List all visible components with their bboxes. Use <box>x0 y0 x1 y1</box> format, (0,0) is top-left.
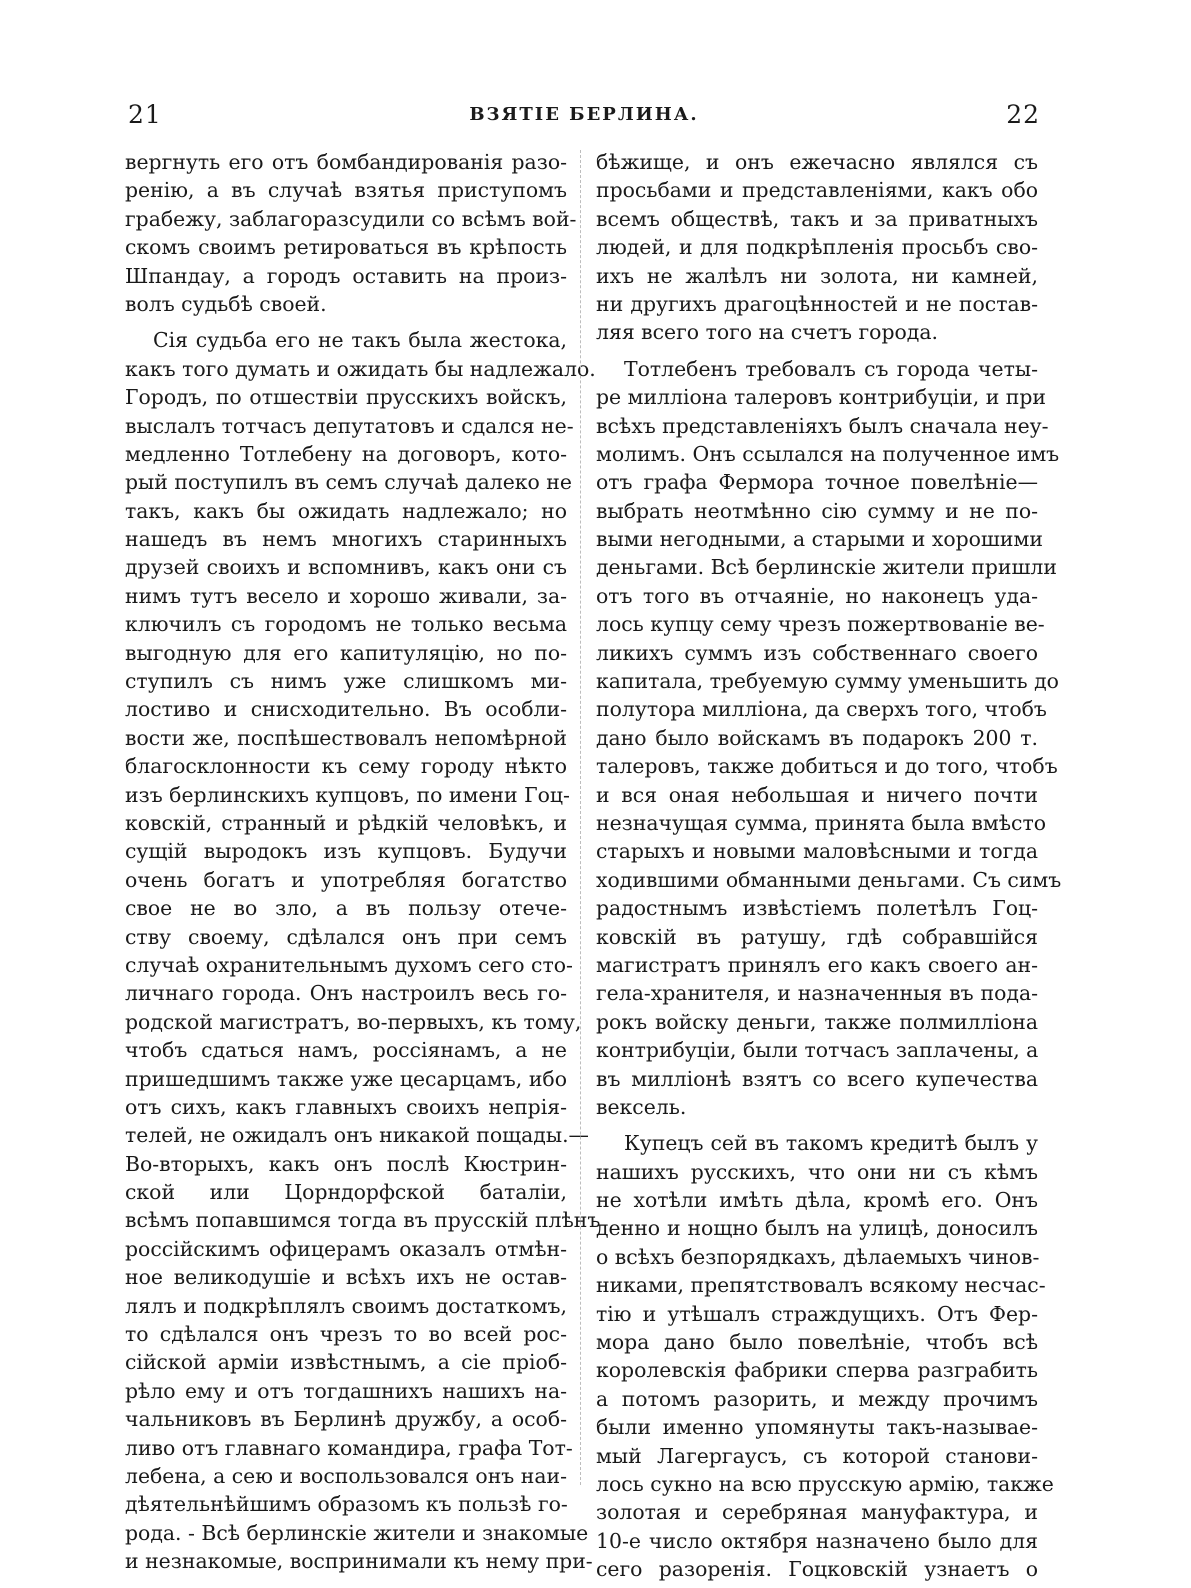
text-line: Городъ, по отшествіи прусскихъ войскъ, <box>125 385 567 410</box>
text-line: Сія судьба его не такъ была жестока, <box>153 328 567 353</box>
text-line: не хотѣли имѣть дѣла, кромѣ его. Онъ <box>596 1188 1038 1213</box>
text-line: друзей своихъ и вспомнивъ, какъ они съ <box>125 555 567 580</box>
text-line: выслалъ тотчасъ депутатовъ и сдался не- <box>125 413 574 438</box>
text-line: то сдѣлался онъ чрезъ то во всей рос- <box>125 1322 567 1347</box>
text-line: капитала, требуемую сумму уменьшить до <box>596 669 1059 694</box>
text-line: чтобъ сдаться намъ, россіянамъ, а не <box>125 1038 567 1063</box>
text-line: просьбами и представленіями, какъ обо <box>596 178 1038 203</box>
text-line: ключилъ съ городомъ не только весьма <box>125 612 567 637</box>
text-line: нимъ тутъ весело и хорошо живали, за- <box>125 583 567 608</box>
text-line: тію и утѣшалъ страждущихъ. Отъ Фер- <box>596 1301 1038 1326</box>
text-line: ковскій въ ратушу, гдѣ собравшійся <box>596 924 1038 949</box>
text-line: выми негодными, а старыми и хорошими <box>596 527 1043 552</box>
text-line: ляя всего того на счетъ города. <box>596 320 938 345</box>
text-line: выгодную для его капитуляцію, но по- <box>125 640 567 665</box>
text-line: ковскій, странный и рѣдкій человѣкъ, и <box>125 810 567 835</box>
text-line: ской или Цорндорфской баталіи, <box>125 1180 567 1205</box>
text-line: ре милліона талеровъ контрибуціи, и при <box>596 385 1047 410</box>
text-line: очень богатъ и употребляя богатство <box>125 867 567 892</box>
paragraph-gap <box>125 318 567 326</box>
text-line: въ милліонѣ взятъ со всего купечества <box>596 1066 1038 1091</box>
text-line: отъ того въ отчаяніе, но наконецъ уда- <box>596 583 1038 608</box>
text-line: мора дано было повелѣніе, чтобъ всѣ <box>596 1330 1038 1355</box>
text-line: никами, препятствовалъ всякому несчас- <box>596 1273 1046 1298</box>
text-line: гела-хранителя, и назначенныя въ пода- <box>596 981 1038 1006</box>
text-line: ступилъ съ нимъ уже слишкомъ ми- <box>125 669 567 694</box>
text-line: лялъ и подкрѣплялъ своимъ достаткомъ, <box>125 1293 568 1318</box>
text-line: ликихъ суммъ изъ собственнаго своего <box>596 640 1038 665</box>
text-line: полутора милліона, да сверхъ того, чтобъ <box>596 697 1047 722</box>
text-line: благосклонности къ сему городу нѣкто <box>125 754 567 779</box>
text-line: Шпандау, а городъ оставить на произ- <box>125 263 567 288</box>
text-line: всѣмъ попавшимся тогда въ прусскій плѣнъ <box>125 1208 601 1233</box>
text-line: дѣятельнѣйшимъ образомъ къ пользѣ го- <box>125 1492 568 1517</box>
text-column-left <box>125 148 601 1576</box>
text-line: вости же, поспѣшествовалъ непомѣрной <box>125 725 567 750</box>
text-line: какъ того думать и ожидать бы надлежало. <box>125 356 596 381</box>
text-line: рѣло ему и отъ тогдашнихъ нашихъ на- <box>125 1378 567 1403</box>
text-line: рода. - Всѣ берлинскіе жители и знакомые <box>125 1520 589 1545</box>
text-line: нашихъ русскихъ, что они ни съ кѣмъ <box>596 1159 1038 1184</box>
text-line: выбрать неотмѣнно сію сумму и не по- <box>596 498 1038 523</box>
text-line: личнаго города. Онъ настроилъ весь го- <box>125 981 567 1006</box>
text-line: людей, и для подкрѣпленія просьбъ сво- <box>596 235 1038 260</box>
text-line: были именно упомянуты такъ-называе- <box>596 1415 1038 1440</box>
text-line: ихъ не жалѣлъ ни золота, ни камней, <box>596 263 1038 288</box>
running-title: ВЗЯТІЕ БЕРЛИНА. <box>469 104 699 125</box>
text-line: а потомъ разорить, и между прочимъ <box>596 1386 1038 1411</box>
text-line: изъ берлинскихъ купцовъ, по имени Гоц- <box>125 782 570 807</box>
text-line: рокъ войску деньги, также полмилліона <box>596 1009 1038 1034</box>
text-line: рый поступилъ въ семъ случаѣ далеко не <box>125 470 572 495</box>
text-line: Тотлебенъ требовалъ съ города четы- <box>624 356 1038 381</box>
text-line: контрибуціи, были тотчасъ заплачены, а <box>596 1038 1039 1063</box>
text-line: 10-е число октября назначено было для <box>596 1528 1038 1553</box>
text-line: ству своему, сдѣлался онъ при семъ <box>125 924 567 949</box>
text-line: нашедъ въ немъ многихъ старинныхъ <box>125 527 567 552</box>
text-line: королевскія фабрики сперва разграбить <box>596 1358 1038 1383</box>
text-line: старыхъ и новыми маловѣсными и тогда <box>596 839 1038 864</box>
text-line: деньгами. Всѣ берлинскіе жители пришли <box>596 555 1057 580</box>
text-line: молимъ. Онъ ссылался на полученное имъ <box>596 441 1060 466</box>
text-line: денно и нощно былъ на улицѣ, доносилъ <box>596 1216 1038 1241</box>
text-line: скомъ своимъ ретироваться въ крѣпость <box>125 235 567 260</box>
text-line: лось сукно на всю прусскую армію, также <box>596 1471 1054 1496</box>
text-line: Во-вторыхъ, какъ онъ послѣ Кюстрин- <box>125 1151 567 1176</box>
text-line: пришедшимъ также уже цесарцамъ, ибо <box>125 1066 567 1091</box>
text-line: лебена, а сею и воспользовался онъ наи- <box>125 1463 567 1488</box>
text-line: сущій выродокъ изъ купцовъ. Будучи <box>125 839 567 864</box>
text-line: лось купцу сему чрезъ пожертвованіе ве- <box>596 612 1045 637</box>
paragraph-gap <box>596 347 1038 355</box>
text-line: волъ судьбѣ своей. <box>125 291 327 316</box>
text-line: вексель. <box>596 1094 687 1119</box>
text-line: мый Лагергаусъ, съ которой станови- <box>596 1443 1038 1468</box>
text-line: всѣхъ представленіяхъ былъ сначала неу- <box>596 413 1049 438</box>
text-line: магистратъ принялъ его какъ своего ан- <box>596 952 1038 977</box>
text-line: телей, не ожидалъ онъ никакой пощады.— <box>125 1123 589 1148</box>
text-line: медленно Тотлебену на договоръ, кото- <box>125 441 567 466</box>
text-line: лостиво и снисходительно. Въ особли- <box>125 697 567 722</box>
text-line: отъ сихъ, какъ главныхъ своихъ непрія- <box>125 1094 567 1119</box>
text-line: родской магистратъ, во-первыхъ, къ тому, <box>125 1009 582 1034</box>
text-line: россійскимъ офицерамъ оказалъ отмѣн- <box>125 1236 567 1261</box>
text-line: ренію, а въ случаѣ взятья приступомъ <box>125 178 567 203</box>
text-column-right <box>596 148 1062 1584</box>
page-number-right: 22 <box>1006 100 1040 129</box>
text-line: Купецъ сей въ такомъ кредитѣ былъ у <box>624 1131 1038 1156</box>
text-line: отъ графа Фермора точное повелѣніе— <box>596 470 1038 495</box>
text-line: такъ, какъ бы ожидать надлежало; но <box>125 498 567 523</box>
text-line: талеровъ, также добиться и до того, чтобъ <box>596 754 1058 779</box>
text-line: случаѣ охранительнымъ духомъ сего сто- <box>125 952 573 977</box>
page-number-left: 21 <box>128 100 162 129</box>
text-line: грабежу, заблагоразсудили со всѣмъ вой- <box>125 206 577 231</box>
text-line: вергнуть его отъ бомбандированія разо- <box>125 150 567 174</box>
text-line: о всѣхъ безпорядкахъ, дѣлаемыхъ чинов- <box>596 1244 1040 1269</box>
text-line: дано было войскамъ въ подарокъ 200 т. <box>596 725 1038 750</box>
text-line: чальниковъ въ Берлинѣ дружбу, а особ- <box>125 1407 567 1432</box>
text-line: сего разоренія. Гоцковскій узнаетъ о <box>596 1557 1038 1582</box>
text-line: свое не во зло, а въ пользу отече- <box>125 896 567 921</box>
text-line: незначущая сумма, принята была вмѣсто <box>596 810 1047 835</box>
text-line: ходившими обманными деньгами. Съ симъ <box>596 867 1062 892</box>
text-line: радостнымъ извѣстіемъ полетѣлъ Гоц- <box>596 896 1038 921</box>
text-line: ное великодушіе и всѣхъ ихъ не остав- <box>125 1265 567 1290</box>
text-line: бѣжище, и онъ ежечасно являлся съ <box>596 150 1038 174</box>
text-line: сійской арміи извѣстнымъ, а сіе пріоб- <box>125 1350 567 1375</box>
text-line: всемъ обществѣ, такъ и за приватныхъ <box>596 206 1038 231</box>
text-line: ливо отъ главнаго командира, графа Тот- <box>125 1435 573 1460</box>
text-line: и незнакомые, воспринимали къ нему при- <box>125 1549 593 1574</box>
page-header <box>128 100 1040 136</box>
text-line: ни другихъ драгоцѣнностей и не постав- <box>596 291 1038 316</box>
paragraph-gap <box>596 1121 1038 1129</box>
text-line: и вся оная небольшая и ничего почти <box>596 782 1038 807</box>
text-line: золотая и серебряная мануфактура, и <box>596 1500 1038 1525</box>
column-divider <box>580 150 582 1485</box>
